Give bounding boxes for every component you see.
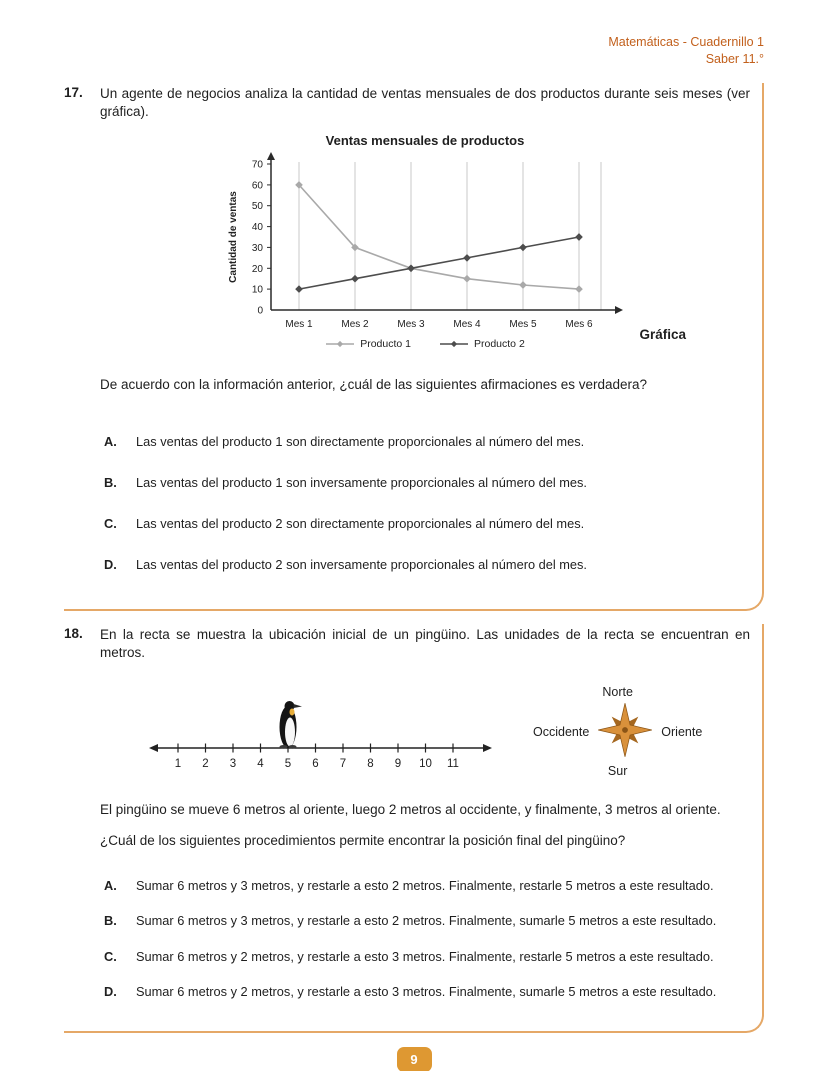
option-letter: C. (104, 948, 117, 964)
number-line (148, 682, 493, 781)
page-header (64, 34, 764, 67)
svg-text:10: 10 (419, 758, 432, 771)
sales-chart-svg (223, 150, 628, 334)
grafica-label: Gráfica (639, 327, 686, 343)
option-letter: D. (104, 556, 117, 572)
legend-item (439, 338, 525, 350)
legend-item (325, 338, 411, 350)
compass-label-north: Norte (602, 685, 633, 700)
option-row (100, 556, 750, 573)
svg-text:5: 5 (284, 758, 292, 771)
option-letter: C. (104, 515, 117, 531)
svg-text:Mes 4: Mes 4 (452, 319, 481, 331)
compass-label-south: Sur (607, 764, 628, 779)
compass-label-west: Occidente (533, 724, 590, 739)
chart-title: Ventas mensuales de productos (325, 133, 525, 149)
svg-text:70: 70 (251, 159, 263, 171)
option-text: Sumar 6 metros y 3 metros, y restarle a esto 2 metros. Finalmente, restarle 5 metros a este resultado. (136, 877, 714, 893)
chart-figure (100, 133, 750, 350)
option-letter: B. (104, 913, 117, 929)
option-text: Las ventas del producto 1 son inversamente proporcionales al número del mes. (136, 474, 587, 490)
question-18-question: ¿Cuál de los siguientes procedimientos permite encontrar la posición final del pingüino? (100, 833, 626, 849)
header-subtitle: Saber 11.° (705, 51, 764, 66)
question-18-prompt: En la recta se muestra la ubicación inicial de un pingüino. Las unidades de la recta se encuentran en metros. (100, 626, 750, 660)
page-number-badge: 9 (397, 1047, 432, 1071)
option-text: Las ventas del producto 1 son directamente proporcionales al número del mes. (136, 433, 585, 449)
sales-chart (223, 150, 628, 337)
option-row (100, 877, 750, 894)
svg-text:6: 6 (312, 758, 319, 771)
question-17-question: De acuerdo con la información anterior, ¿cuál de las siguientes afirmaciones es verdadera? (100, 377, 648, 393)
number-line-svg (148, 682, 493, 778)
svg-text:3: 3 (229, 758, 237, 771)
svg-text:8: 8 (367, 758, 374, 771)
svg-text:10: 10 (251, 285, 263, 297)
svg-text:20: 20 (251, 264, 263, 276)
svg-text:40: 40 (251, 222, 263, 234)
question-18-movement: El pingüino se mueve 6 metros al oriente, luego 2 metros al occidente, y finalmente, 3 metros al oriente. (100, 802, 721, 818)
option-letter: A. (104, 877, 117, 893)
option-text: Las ventas del producto 2 son inversamente proporcionales al número del mes. (136, 556, 587, 572)
option-row (100, 983, 750, 1000)
option-text: Las ventas del producto 2 son directamente proporcionales al número del mes. (136, 515, 585, 531)
legend-label: Producto 1 (360, 338, 411, 351)
svg-text:2: 2 (202, 758, 209, 771)
option-text: Sumar 6 metros y 2 metros, y restarle a esto 3 metros. Finalmente, sumarle 5 metros a este resultado. (136, 984, 717, 1000)
option-letter: D. (104, 984, 117, 1000)
svg-text:Mes 2: Mes 2 (340, 319, 369, 331)
legend-label: Producto 2 (474, 338, 525, 351)
svg-text:Cantidad de ventas: Cantidad de ventas (227, 191, 239, 284)
option-text: Sumar 6 metros y 2 metros, y restarle a esto 3 metros. Finalmente, restarle 5 metros a este resultado. (136, 948, 714, 964)
svg-text:1: 1 (174, 758, 182, 771)
numberline-figure (148, 682, 750, 781)
svg-text:Mes 3: Mes 3 (396, 319, 425, 331)
svg-text:Mes 6: Mes 6 (564, 319, 593, 331)
compass (533, 685, 702, 778)
option-row (100, 433, 750, 450)
page-footer (64, 1047, 764, 1071)
svg-text:Mes 5: Mes 5 (508, 319, 537, 331)
penguin-icon (280, 701, 303, 749)
svg-text:50: 50 (251, 201, 263, 213)
compass-label-east: Oriente (661, 724, 703, 739)
option-letter: B. (104, 474, 117, 490)
option-row (100, 948, 750, 965)
svg-text:Mes 1: Mes 1 (284, 319, 313, 331)
svg-text:0: 0 (256, 305, 263, 317)
option-row (100, 474, 750, 491)
svg-text:60: 60 (251, 180, 263, 192)
legend-marker-icon (439, 339, 469, 349)
option-text: Sumar 6 metros y 3 metros, y restarle a esto 2 metros. Finalmente, sumarle 5 metros a este resultado. (136, 913, 717, 929)
question-17-prompt: Un agente de negocios analiza la cantidad de ventas mensuales de dos productos durante seis meses (ver gráfica). (100, 86, 750, 120)
question-18 (64, 624, 764, 1033)
option-row (100, 912, 750, 929)
header-title: Matemáticas - Cuadernillo 1 (608, 35, 764, 49)
question-17 (64, 83, 764, 611)
option-letter: A. (104, 433, 117, 449)
chart-legend (223, 338, 628, 350)
question-18-number: 18. (64, 625, 83, 641)
svg-text:9: 9 (394, 758, 402, 771)
svg-text:7: 7 (339, 758, 347, 771)
svg-text:11: 11 (447, 758, 459, 771)
compass-rose-icon (596, 701, 654, 762)
svg-text:30: 30 (251, 243, 263, 255)
question-18-options (100, 877, 750, 1001)
svg-text:4: 4 (257, 758, 264, 771)
question-17-options (100, 433, 750, 573)
option-row (100, 515, 750, 532)
legend-marker-icon (325, 339, 355, 349)
question-17-number: 17. (64, 85, 83, 100)
